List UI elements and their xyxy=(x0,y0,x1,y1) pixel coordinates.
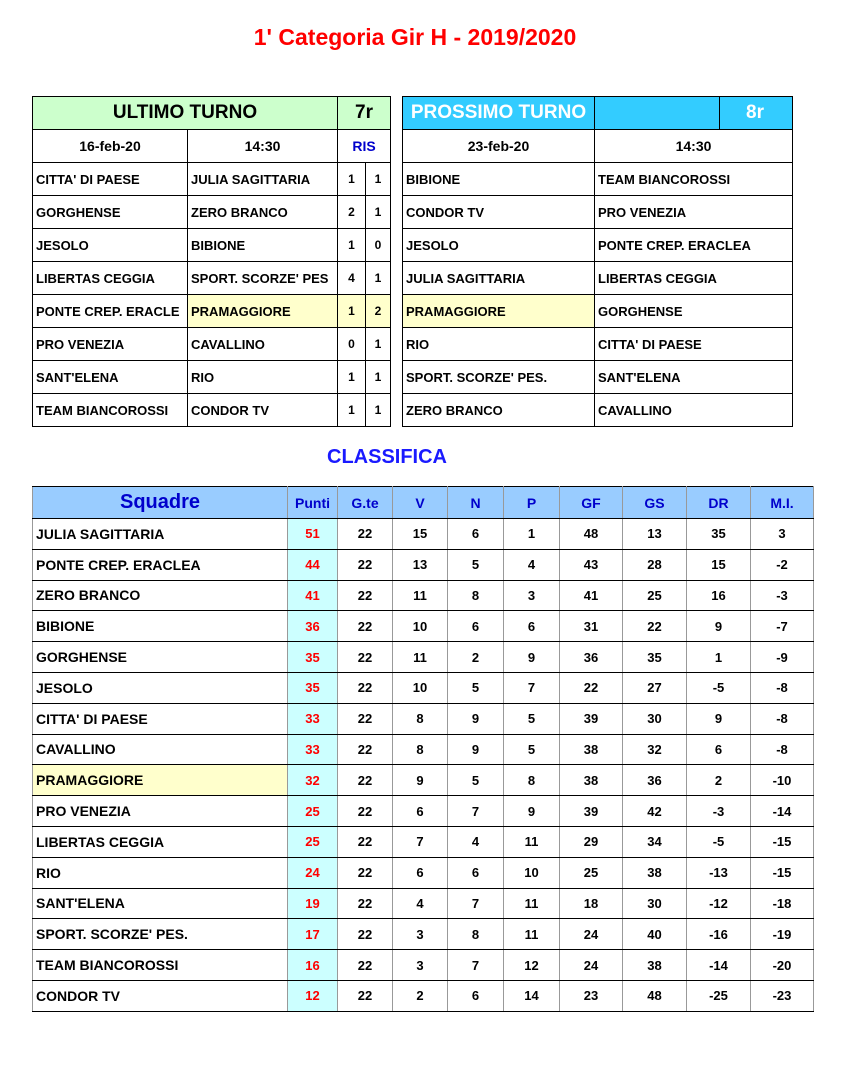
prossimo-match-row xyxy=(403,229,793,262)
stat-cell: 36 xyxy=(560,642,623,673)
stat-cell: 8 xyxy=(448,580,504,611)
ultimo-away-team: CONDOR TV xyxy=(188,394,338,427)
ultimo-match-row xyxy=(33,295,391,328)
team-name: BIBIONE xyxy=(33,611,288,642)
home-goals: 1 xyxy=(338,229,366,262)
stat-cell: 7 xyxy=(393,826,448,857)
stat-cell: 22 xyxy=(338,611,393,642)
stat-cell: -8 xyxy=(751,703,814,734)
ultimo-home-team: PRO VENEZIA xyxy=(33,328,188,361)
stat-cell: 27 xyxy=(623,672,687,703)
prossimo-away-team: LIBERTAS CEGGIA xyxy=(595,262,793,295)
stat-cell: 31 xyxy=(560,611,623,642)
stat-cell: -20 xyxy=(751,950,814,981)
points-cell: 25 xyxy=(288,796,338,827)
stat-cell: 8 xyxy=(393,703,448,734)
team-name: SPORT. SCORZE' PES. xyxy=(33,919,288,950)
standings-row xyxy=(33,519,814,550)
stat-cell: 35 xyxy=(687,519,751,550)
stat-cell: 13 xyxy=(393,549,448,580)
stat-cell: 38 xyxy=(560,734,623,765)
prossimo-turno-text: PROSSIMO TURNO xyxy=(410,102,587,123)
stat-cell: 22 xyxy=(338,888,393,919)
prossimo-match-row xyxy=(403,394,793,427)
away-goals: 1 xyxy=(366,163,391,196)
column-header: P xyxy=(504,487,560,519)
stat-cell: 6 xyxy=(504,611,560,642)
stat-cell: 23 xyxy=(560,980,623,1011)
ultimo-match-row xyxy=(33,229,391,262)
prossimo-home-team: CONDOR TV xyxy=(403,196,595,229)
standings-row xyxy=(33,703,814,734)
stat-cell: 6 xyxy=(393,857,448,888)
team-name: PRAMAGGIORE xyxy=(33,765,288,796)
home-goals: 2 xyxy=(338,196,366,229)
ultimo-match-row xyxy=(33,328,391,361)
stat-cell: 36 xyxy=(623,765,687,796)
ultimo-away-team: RIO xyxy=(188,361,338,394)
team-name: PONTE CREP. ERACLEA xyxy=(33,549,288,580)
stat-cell: -10 xyxy=(751,765,814,796)
stat-cell: 2 xyxy=(393,980,448,1011)
stat-cell: -15 xyxy=(751,857,814,888)
points-cell: 51 xyxy=(288,519,338,550)
stat-cell: 22 xyxy=(338,672,393,703)
standings-row xyxy=(33,765,814,796)
team-name: TEAM BIANCOROSSI xyxy=(33,950,288,981)
home-goals: 1 xyxy=(338,394,366,427)
team-name: GORGHENSE xyxy=(33,642,288,673)
stat-cell: 4 xyxy=(448,826,504,857)
stat-cell: -7 xyxy=(751,611,814,642)
prossimo-round: 8r xyxy=(719,97,764,129)
column-header: Punti xyxy=(288,487,338,519)
stat-cell: 6 xyxy=(448,519,504,550)
stat-cell: 30 xyxy=(623,888,687,919)
stat-cell: 39 xyxy=(560,703,623,734)
points-cell: 41 xyxy=(288,580,338,611)
ultimo-away-team: CAVALLINO xyxy=(188,328,338,361)
stat-cell: 7 xyxy=(504,672,560,703)
stat-cell: -23 xyxy=(751,980,814,1011)
stat-cell: 28 xyxy=(623,549,687,580)
stat-cell: -18 xyxy=(751,888,814,919)
stat-cell: 8 xyxy=(504,765,560,796)
stat-cell: 25 xyxy=(623,580,687,611)
stat-cell: 18 xyxy=(560,888,623,919)
away-goals: 1 xyxy=(366,394,391,427)
prossimo-time: 14:30 xyxy=(595,130,793,163)
points-cell: 16 xyxy=(288,950,338,981)
stat-cell: 3 xyxy=(393,919,448,950)
standings-row xyxy=(33,857,814,888)
prossimo-date: 23-feb-20 xyxy=(403,130,595,163)
team-name: CONDOR TV xyxy=(33,980,288,1011)
ultimo-match-row xyxy=(33,163,391,196)
page-title: 1' Categoria Gir H - 2019/2020 xyxy=(253,24,577,50)
prossimo-away-team: CITTA' DI PAESE xyxy=(595,328,793,361)
stat-cell: 35 xyxy=(623,642,687,673)
stat-cell: -14 xyxy=(751,796,814,827)
ultimo-turno-table xyxy=(32,96,391,427)
stat-cell: 22 xyxy=(338,857,393,888)
prossimo-away-team: PONTE CREP. ERACLEA xyxy=(595,229,793,262)
stat-cell: 22 xyxy=(338,580,393,611)
ultimo-away-team: ZERO BRANCO xyxy=(188,196,338,229)
stat-cell: 9 xyxy=(448,703,504,734)
team-name: CITTA' DI PAESE xyxy=(33,703,288,734)
ultimo-round: 7r xyxy=(338,97,391,130)
column-header: DR xyxy=(687,487,751,519)
stat-cell: 9 xyxy=(504,796,560,827)
points-cell: 33 xyxy=(288,734,338,765)
stat-cell: 11 xyxy=(393,642,448,673)
standings-row xyxy=(33,888,814,919)
ultimo-away-team: BIBIONE xyxy=(188,229,338,262)
classifica-heading: CLASSIFICA xyxy=(327,446,447,468)
prossimo-match-row xyxy=(403,328,793,361)
stat-cell: -25 xyxy=(687,980,751,1011)
stat-cell: 22 xyxy=(338,703,393,734)
standings-row xyxy=(33,826,814,857)
ultimo-home-team: GORGHENSE xyxy=(33,196,188,229)
stat-cell: 22 xyxy=(623,611,687,642)
stat-cell: 13 xyxy=(623,519,687,550)
stat-cell: -5 xyxy=(687,826,751,857)
prossimo-round-cell xyxy=(595,97,793,130)
stat-cell: 41 xyxy=(560,580,623,611)
stat-cell: 25 xyxy=(560,857,623,888)
away-goals: 1 xyxy=(366,196,391,229)
standings-row xyxy=(33,611,814,642)
ultimo-home-team: TEAM BIANCOROSSI xyxy=(33,394,188,427)
stat-cell: 2 xyxy=(448,642,504,673)
points-cell: 17 xyxy=(288,919,338,950)
prossimo-match-row xyxy=(403,361,793,394)
ultimo-match-row xyxy=(33,361,391,394)
away-goals: 0 xyxy=(366,229,391,262)
stat-cell: 38 xyxy=(623,950,687,981)
stat-cell: 4 xyxy=(504,549,560,580)
home-goals: 4 xyxy=(338,262,366,295)
stat-cell: -9 xyxy=(751,642,814,673)
stat-cell: 8 xyxy=(393,734,448,765)
prossimo-home-team: RIO xyxy=(403,328,595,361)
ultimo-match-row xyxy=(33,394,391,427)
ultimo-away-team: PRAMAGGIORE xyxy=(188,295,338,328)
stat-cell: -8 xyxy=(751,672,814,703)
stat-cell: 32 xyxy=(623,734,687,765)
away-goals: 1 xyxy=(366,328,391,361)
stat-cell: 11 xyxy=(393,580,448,611)
ultimo-home-team: CITTA' DI PAESE xyxy=(33,163,188,196)
column-header: Squadre xyxy=(33,487,288,519)
stat-cell: 48 xyxy=(560,519,623,550)
team-name: CAVALLINO xyxy=(33,734,288,765)
stat-cell: 38 xyxy=(560,765,623,796)
stat-cell: 9 xyxy=(393,765,448,796)
points-cell: 44 xyxy=(288,549,338,580)
points-cell: 32 xyxy=(288,765,338,796)
stat-cell: 12 xyxy=(504,950,560,981)
team-name: PRO VENEZIA xyxy=(33,796,288,827)
stat-cell: 3 xyxy=(504,580,560,611)
stat-cell: 9 xyxy=(687,611,751,642)
standings-row xyxy=(33,549,814,580)
stat-cell: 11 xyxy=(504,826,560,857)
stat-cell: 22 xyxy=(338,980,393,1011)
stat-cell: -14 xyxy=(687,950,751,981)
prossimo-home-team: JULIA SAGITTARIA xyxy=(403,262,595,295)
ultimo-away-team: JULIA SAGITTARIA xyxy=(188,163,338,196)
standings-row xyxy=(33,980,814,1011)
ultimo-home-team: PONTE CREP. ERACLE xyxy=(33,295,188,328)
ultimo-away-team: SPORT. SCORZE' PES xyxy=(188,262,338,295)
stat-cell: -5 xyxy=(687,672,751,703)
ultimo-home-team: LIBERTAS CEGGIA xyxy=(33,262,188,295)
team-name: SANT'ELENA xyxy=(33,888,288,919)
home-goals: 1 xyxy=(338,295,366,328)
prossimo-turno-label xyxy=(403,97,595,130)
stat-cell: 1 xyxy=(687,642,751,673)
prossimo-home-team: PRAMAGGIORE xyxy=(403,295,595,328)
stat-cell: -8 xyxy=(751,734,814,765)
prossimo-match-row xyxy=(403,262,793,295)
prossimo-away-team: PRO VENEZIA xyxy=(595,196,793,229)
stat-cell: -19 xyxy=(751,919,814,950)
points-cell: 24 xyxy=(288,857,338,888)
stat-cell: -15 xyxy=(751,826,814,857)
team-name: JULIA SAGITTARIA xyxy=(33,519,288,550)
home-goals: 0 xyxy=(338,328,366,361)
stat-cell: 10 xyxy=(504,857,560,888)
stat-cell: 22 xyxy=(338,734,393,765)
stat-cell: 48 xyxy=(623,980,687,1011)
stat-cell: 22 xyxy=(338,950,393,981)
stat-cell: 22 xyxy=(338,549,393,580)
stat-cell: -13 xyxy=(687,857,751,888)
stat-cell: 5 xyxy=(504,703,560,734)
stat-cell: -3 xyxy=(751,580,814,611)
team-name: ZERO BRANCO xyxy=(33,580,288,611)
stat-cell: 8 xyxy=(448,919,504,950)
stat-cell: 10 xyxy=(393,611,448,642)
ultimo-home-team: SANT'ELENA xyxy=(33,361,188,394)
column-header: GS xyxy=(623,487,687,519)
points-cell: 25 xyxy=(288,826,338,857)
stat-cell: 9 xyxy=(448,734,504,765)
stat-cell: 7 xyxy=(448,888,504,919)
points-cell: 12 xyxy=(288,980,338,1011)
prossimo-away-team: TEAM BIANCOROSSI xyxy=(595,163,793,196)
stat-cell: 2 xyxy=(687,765,751,796)
column-header: N xyxy=(448,487,504,519)
points-cell: 19 xyxy=(288,888,338,919)
points-cell: 33 xyxy=(288,703,338,734)
away-goals: 2 xyxy=(366,295,391,328)
stat-cell: 14 xyxy=(504,980,560,1011)
stat-cell: 11 xyxy=(504,919,560,950)
stat-cell: 29 xyxy=(560,826,623,857)
ultimo-date: 16-feb-20 xyxy=(33,130,188,163)
stat-cell: 5 xyxy=(504,734,560,765)
prossimo-turno-table xyxy=(402,96,793,427)
stat-cell: 24 xyxy=(560,919,623,950)
ultimo-home-team: JESOLO xyxy=(33,229,188,262)
stat-cell: 16 xyxy=(687,580,751,611)
stat-cell: -16 xyxy=(687,919,751,950)
prossimo-match-row xyxy=(403,163,793,196)
ultimo-match-row xyxy=(33,196,391,229)
prossimo-away-team: SANT'ELENA xyxy=(595,361,793,394)
stat-cell: 43 xyxy=(560,549,623,580)
stat-cell: 22 xyxy=(338,519,393,550)
stat-cell: 7 xyxy=(448,950,504,981)
stat-cell: 24 xyxy=(560,950,623,981)
team-name: RIO xyxy=(33,857,288,888)
stat-cell: 40 xyxy=(623,919,687,950)
stat-cell: 5 xyxy=(448,549,504,580)
prossimo-match-row xyxy=(403,295,793,328)
stat-cell: 15 xyxy=(687,549,751,580)
away-goals: 1 xyxy=(366,361,391,394)
ris-label: RIS xyxy=(338,130,391,163)
column-header: G.te xyxy=(338,487,393,519)
stat-cell: -3 xyxy=(687,796,751,827)
home-goals: 1 xyxy=(338,361,366,394)
stat-cell: 7 xyxy=(448,796,504,827)
standings-row xyxy=(33,919,814,950)
prossimo-away-team: GORGHENSE xyxy=(595,295,793,328)
standings-row xyxy=(33,734,814,765)
stat-cell: 1 xyxy=(504,519,560,550)
team-name: LIBERTAS CEGGIA xyxy=(33,826,288,857)
stat-cell: 6 xyxy=(448,611,504,642)
stat-cell: -2 xyxy=(751,549,814,580)
stat-cell: 5 xyxy=(448,672,504,703)
prossimo-match-row xyxy=(403,196,793,229)
points-cell: 36 xyxy=(288,611,338,642)
standings-row xyxy=(33,580,814,611)
home-goals: 1 xyxy=(338,163,366,196)
prossimo-home-team: JESOLO xyxy=(403,229,595,262)
stat-cell: 10 xyxy=(393,672,448,703)
ultimo-time: 14:30 xyxy=(188,130,338,163)
stat-cell: 15 xyxy=(393,519,448,550)
away-goals: 1 xyxy=(366,262,391,295)
stat-cell: 22 xyxy=(338,765,393,796)
ultimo-turno-label: ULTIMO TURNO xyxy=(33,97,338,130)
stat-cell: 39 xyxy=(560,796,623,827)
stat-cell: 3 xyxy=(393,950,448,981)
stat-cell: 34 xyxy=(623,826,687,857)
stat-cell: 22 xyxy=(338,919,393,950)
ultimo-match-row xyxy=(33,262,391,295)
column-header: M.I. xyxy=(751,487,814,519)
classifica-table xyxy=(32,486,814,1012)
column-header: V xyxy=(393,487,448,519)
points-cell: 35 xyxy=(288,642,338,673)
prossimo-away-team: CAVALLINO xyxy=(595,394,793,427)
stat-cell: 22 xyxy=(338,826,393,857)
standings-row xyxy=(33,642,814,673)
stat-cell: 6 xyxy=(448,980,504,1011)
prossimo-home-team: BIBIONE xyxy=(403,163,595,196)
stat-cell: 6 xyxy=(393,796,448,827)
stat-cell: 4 xyxy=(393,888,448,919)
standings-row xyxy=(33,672,814,703)
stat-cell: 9 xyxy=(504,642,560,673)
stat-cell: 38 xyxy=(623,857,687,888)
standings-row xyxy=(33,950,814,981)
stat-cell: 22 xyxy=(338,796,393,827)
stat-cell: 6 xyxy=(448,857,504,888)
stat-cell: 42 xyxy=(623,796,687,827)
prossimo-home-team: ZERO BRANCO xyxy=(403,394,595,427)
stat-cell: 9 xyxy=(687,703,751,734)
column-header: GF xyxy=(560,487,623,519)
stat-cell: -12 xyxy=(687,888,751,919)
stat-cell: 22 xyxy=(338,642,393,673)
points-cell: 35 xyxy=(288,672,338,703)
stat-cell: 3 xyxy=(751,519,814,550)
team-name: JESOLO xyxy=(33,672,288,703)
stat-cell: 11 xyxy=(504,888,560,919)
prossimo-home-team: SPORT. SCORZE' PES. xyxy=(403,361,595,394)
stat-cell: 22 xyxy=(560,672,623,703)
stat-cell: 5 xyxy=(448,765,504,796)
stat-cell: 6 xyxy=(687,734,751,765)
stat-cell: 30 xyxy=(623,703,687,734)
standings-row xyxy=(33,796,814,827)
